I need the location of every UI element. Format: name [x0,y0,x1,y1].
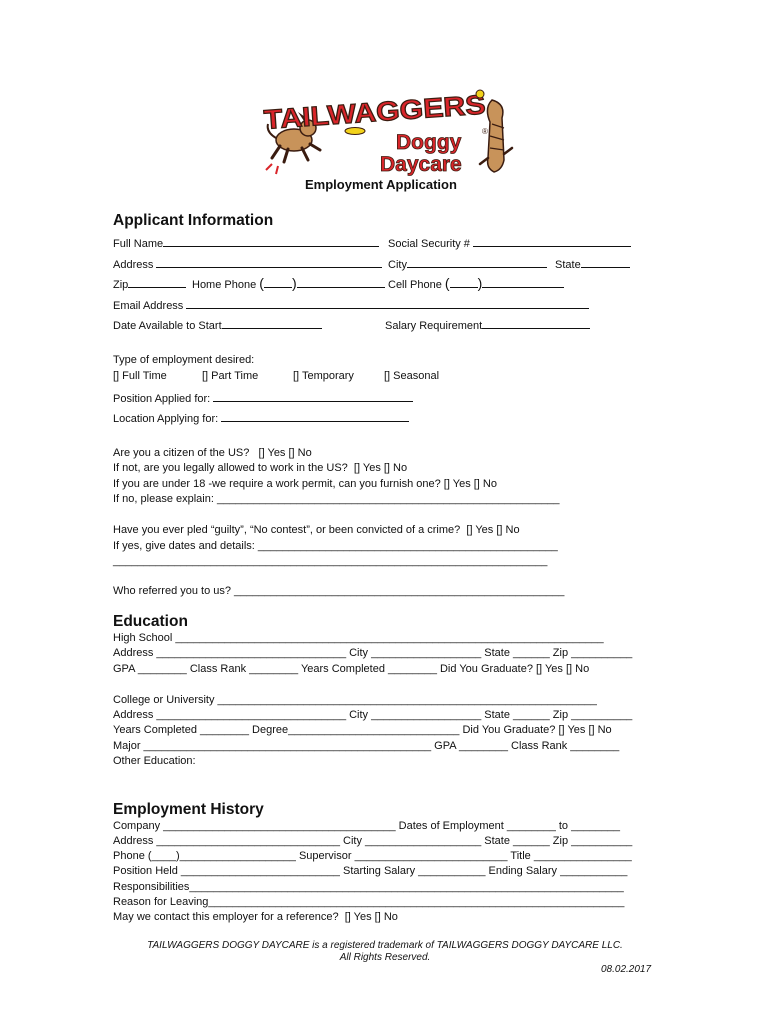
location-label: Location Applying for: [113,413,219,425]
position-row [113,390,413,406]
city-field[interactable] [407,256,547,268]
explain-field[interactable]: If no, please explain: ________________________________________________________ [113,493,560,505]
full-name-field[interactable] [163,235,379,247]
employer-address-field[interactable]: Address ______________________________ City ___________________ State ______ Zip __________ [113,835,633,847]
cell-phone-paren-open: ( [444,275,450,291]
referred-field[interactable]: Who referred you to us? ______________________________________________________ [113,585,565,597]
full-name-label: Full Name [113,238,164,250]
legal-work-question[interactable]: If not, are you legally allowed to work in the US? [] Yes [] No [113,462,408,474]
logo-tailwaggers-text: TAILWAGGERS [262,91,463,135]
home-phone-field[interactable] [297,276,385,288]
logo-registered-mark: ® [482,127,488,136]
hs-gpa-field[interactable]: GPA ________ Class Rank ________ Years Completed ________ Did You Graduate? [] Yes [] No [113,663,590,675]
company-field[interactable]: Company ______________________________________ Dates of Employment ________ to ________ [113,820,621,832]
home-phone-paren-open: ( [259,275,264,291]
footer-date: 08.02.2017 [601,964,652,975]
education-heading: Education [113,613,188,630]
college-field[interactable]: College or University ______________________________________________________________ [113,694,597,706]
ssn-row [388,235,631,251]
responsibilities-field[interactable]: Responsibilities_______________________________________________________________________ [113,881,624,893]
reason-leaving-field[interactable]: Reason for Leaving____________________________________________________________________ [113,896,625,908]
home-phone-paren-close: ) [291,275,297,291]
trademark-notice: TAILWAGGERS DOGGY DAYCARE is a registered trademark of TAILWAGGERS DOGGY DAYCARE LLC. [147,940,623,951]
rights-notice: All Rights Reserved. [339,952,431,963]
major-field[interactable]: Major _______________________________________________ GPA ________ Class Rank ________ [113,740,620,752]
cell-phone-label: Cell Phone [388,279,442,291]
logo-daycare-text: Daycare [380,153,462,176]
details-blank-line[interactable]: _______________________________________________________________________ [113,555,548,567]
position-held-field[interactable]: Position Held __________________________ Starting Salary ___________ Ending Salary ___________ [113,865,628,877]
cell-phone-paren-close: ) [477,275,483,291]
date-available-label: Date Available to Start [113,320,222,332]
ssn-field[interactable] [473,235,631,247]
employment-type-label: Type of employment desired: [113,354,255,366]
date-available-field[interactable] [222,317,322,329]
home-phone-area-field[interactable] [264,276,292,288]
employer-phone-field[interactable]: Phone (____)___________________ Supervisor _________________________ Title ________________ [113,850,632,862]
contact-employer-question[interactable]: May we contact this employer for a reference? [] Yes [] No [113,911,398,923]
salary-label: Salary Requirement [385,320,483,332]
ssn-label: Social Security # [388,238,470,250]
convicted-question[interactable]: Have you ever pled “guilty”, “No contest”, or been convicted of a crime? [] Yes [] No [113,524,520,536]
college-address-field[interactable]: Address _______________________________ City __________________ State ______ Zip __________ [113,709,633,721]
employment-heading: Employment History [113,801,264,818]
zip-label: Zip [113,279,129,291]
salary-field[interactable] [482,317,590,329]
full-time-checkbox[interactable]: [] Full Time [113,370,167,382]
other-education-label: Other Education: [113,755,196,767]
state-label: State [555,259,581,271]
cell-phone-row [388,276,564,292]
high-school-field[interactable]: High School ______________________________________________________________________ [113,632,604,644]
email-field[interactable] [186,297,589,309]
details-field[interactable]: If yes, give dates and details: _________________________________________________ [113,540,558,552]
position-label: Position Applied for: [113,393,211,405]
city-row [388,256,547,272]
home-phone-row [192,276,385,292]
zip-row [113,276,186,292]
location-field[interactable] [221,410,409,422]
part-time-checkbox[interactable]: [] Part Time [202,370,259,382]
city-label: City [388,259,407,271]
cell-phone-field[interactable] [482,276,564,288]
salary-row [385,317,590,333]
full-name-row [113,235,379,251]
page-title: Employment Application [305,177,457,192]
temporary-checkbox[interactable]: [] Temporary [293,370,354,382]
state-field[interactable] [581,256,630,268]
applicant-heading: Applicant Information [113,212,274,229]
college-years-field[interactable]: Years Completed ________ Degree____________________________ Did You Graduate? [] Yes [] No [113,724,612,736]
seasonal-checkbox[interactable]: [] Seasonal [384,370,440,382]
address-field[interactable] [156,256,382,268]
hs-address-field[interactable]: Address _______________________________ City __________________ State ______ Zip __________ [113,647,633,659]
home-phone-label: Home Phone [192,279,257,291]
location-row [113,410,409,426]
logo-doggy-text: Doggy [396,131,462,154]
address-label: Address [113,259,154,271]
address-row [113,256,382,272]
date-available-row [113,317,322,333]
under-18-question[interactable]: If you are under 18 -we require a work permit, can you furnish one? [] Yes [] No [113,478,497,490]
cell-phone-area-field[interactable] [450,276,478,288]
tailwaggers-logo [258,88,518,180]
email-row [113,297,589,313]
position-field[interactable] [213,390,413,402]
zip-field[interactable] [128,276,186,288]
email-label: Email Address [113,300,184,312]
state-row [555,256,630,272]
citizen-question[interactable]: Are you a citizen of the US? [] Yes [] No [113,447,312,459]
